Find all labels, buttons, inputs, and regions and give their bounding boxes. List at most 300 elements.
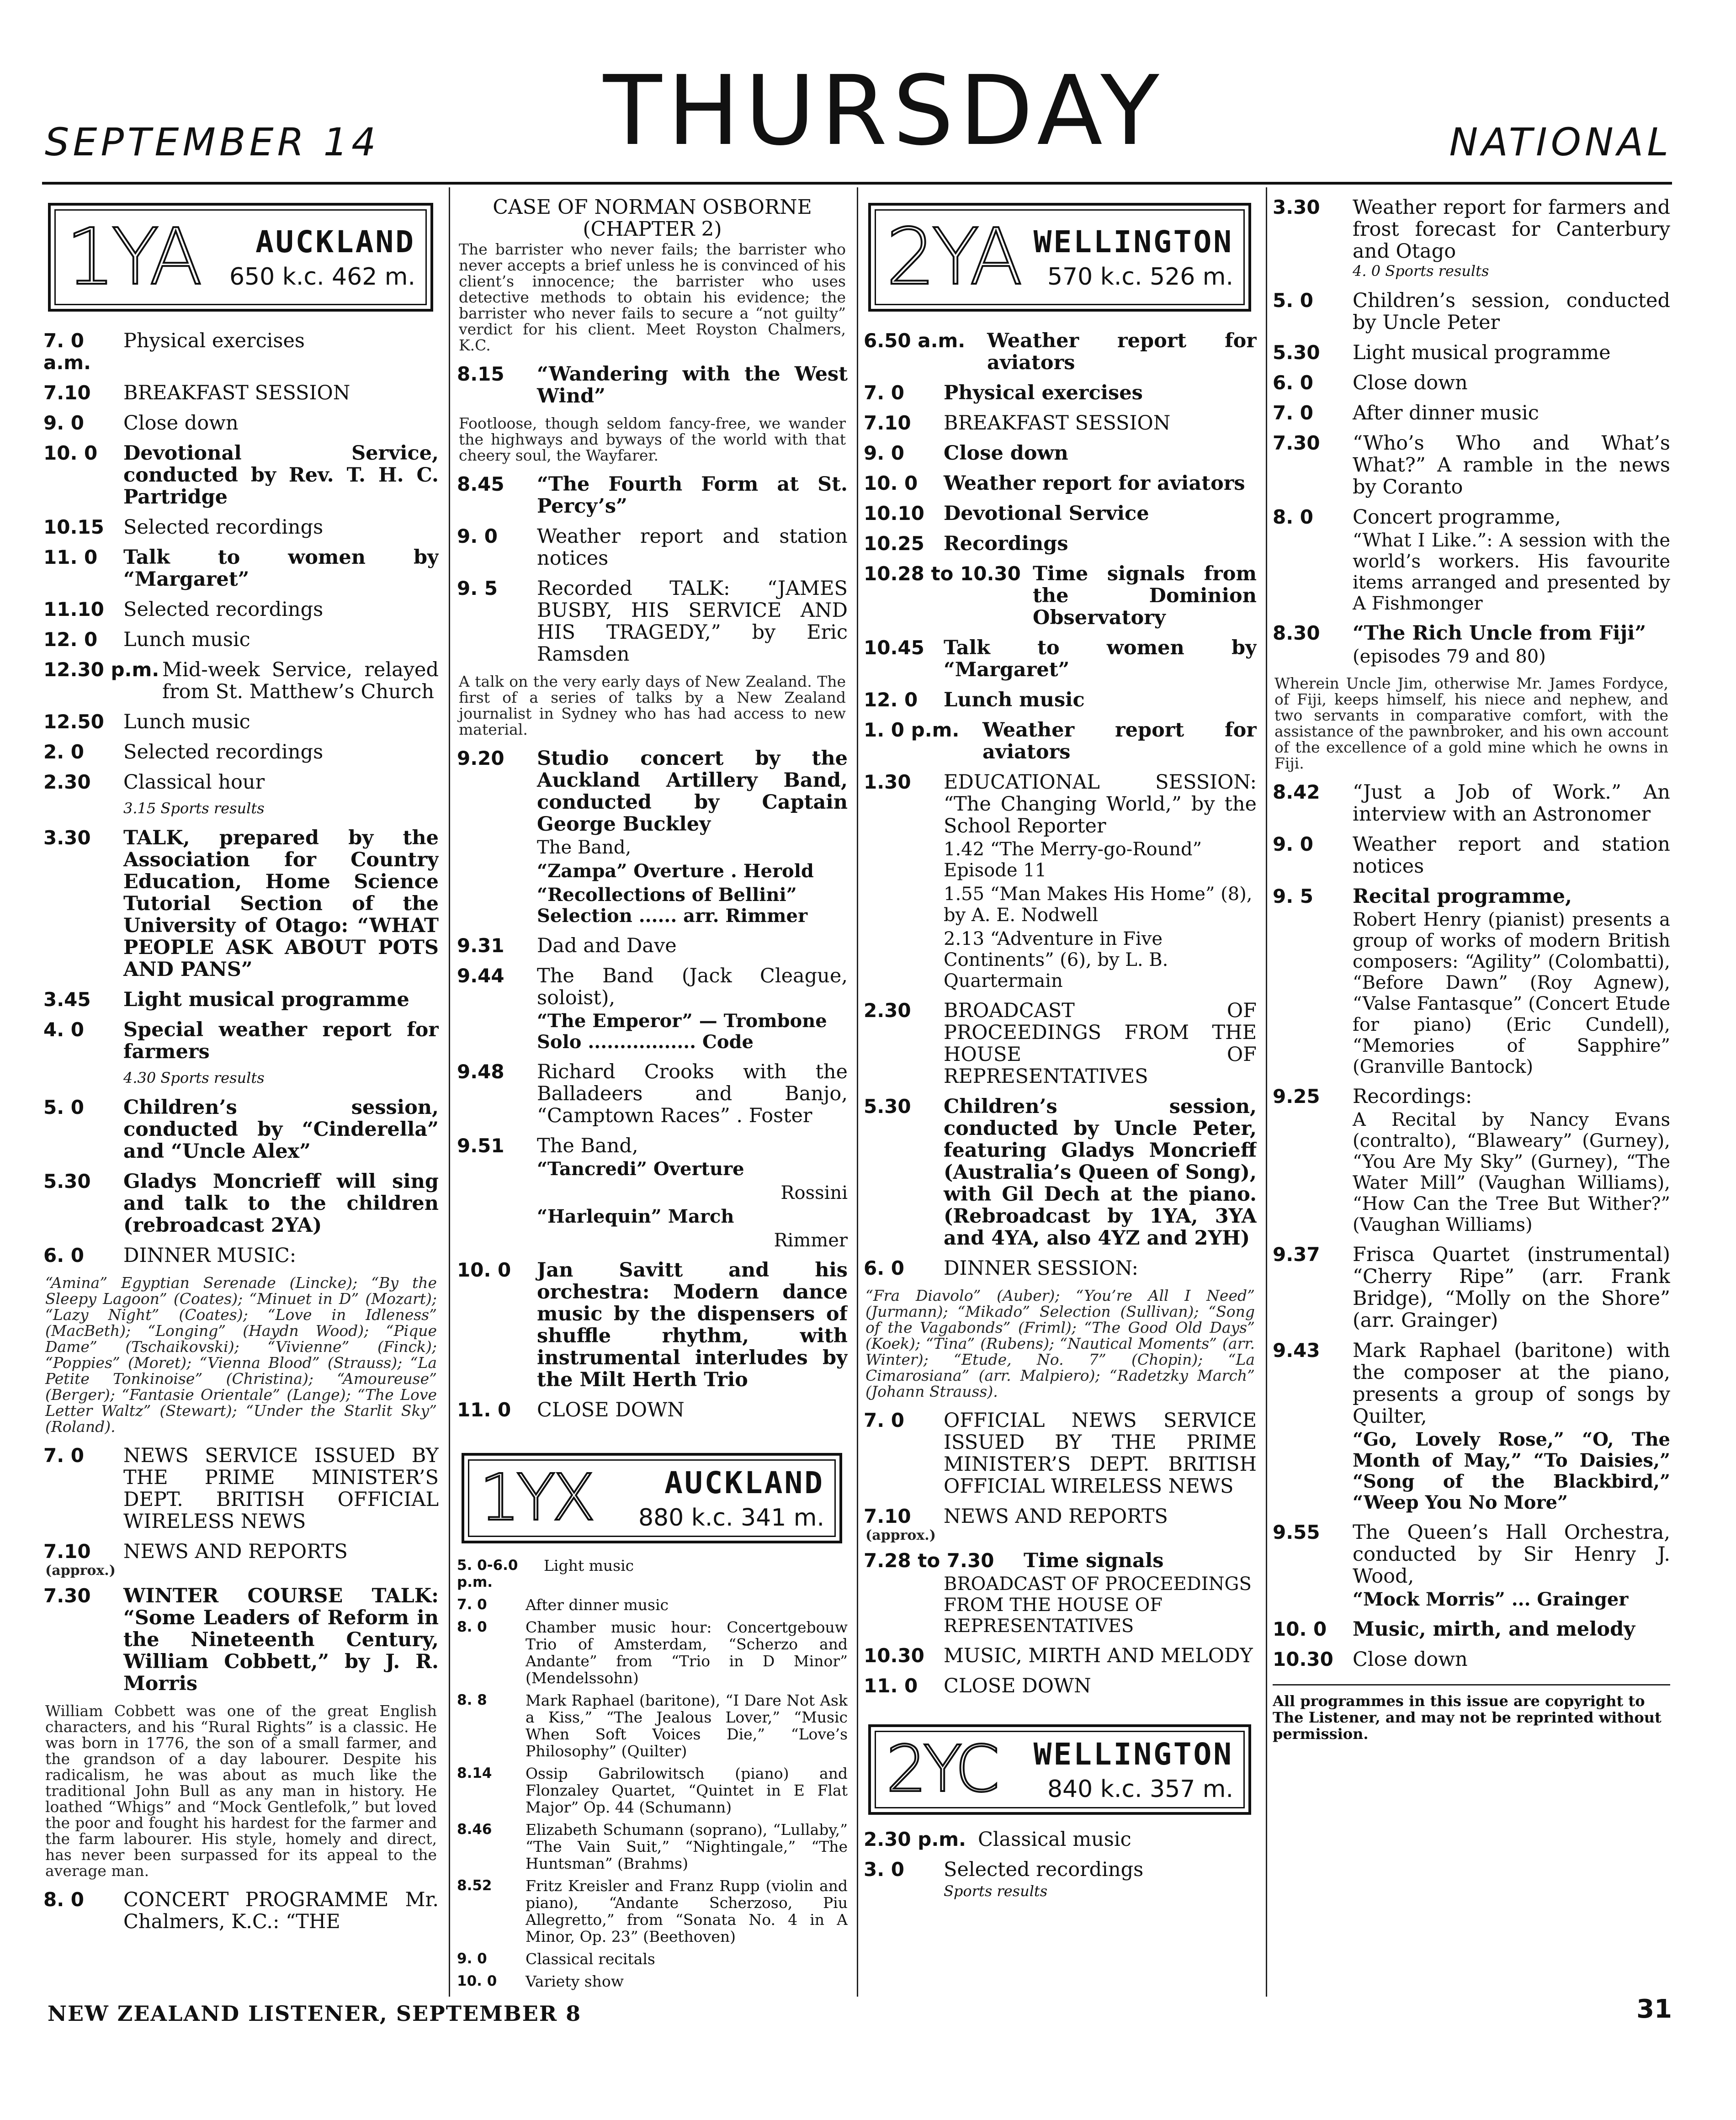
programme-note: “Fra Diavolo” (Auber); “You’re All I Need” (Jurmann); “Mikado” Selection (Sullivan); “Song of the Vagabonds” (Friml); “The Good Old Days” (Koek); “Tina” (Rubens); “Nautical Moments” (arr. Winter); “Etude, No. 7” (Chopin); “La Cimarosiana” (arr. Malpiero); “Radetzky March” (Johann Strauss). [865,1287,1255,1400]
station-callsign: 1YX [479,1461,592,1535]
entry-desc: Light music [544,1557,634,1574]
station-box-1yx [462,1453,842,1543]
entry-desc: Light musical programme [123,988,409,1011]
programme-entry [43,412,439,434]
programme-entry [1273,1340,1670,1427]
programme-entry [43,442,439,508]
programme-entry [864,771,1257,837]
programme-item: The Band, [537,837,632,858]
programme-entry [457,1821,848,1872]
entry-time: 9.20 [457,747,504,769]
entry-time: 10. 0 [1273,1618,1327,1640]
programme-entry [1273,196,1670,262]
entry-desc: Close down [123,412,239,435]
entry-desc: Light musical programme [1353,341,1611,364]
sports-results: 4. 0 Sports results [1353,262,1489,280]
entry-time: 7. 0 [43,1444,85,1467]
station-box-2ya [868,203,1251,312]
programme-item: BROADCAST OF PROCEEDINGS FROM THE HOUSE OF REPRESENTATIVES [944,1574,1252,1637]
programme-entry [43,1019,439,1063]
programme-entry [457,1061,848,1127]
entry-time: 9. 0 [457,1950,487,1967]
entry-desc: “Just a Job of Work.” An interview with an Astronomer [1353,781,1670,826]
station-callsign: 1YA [66,212,199,302]
programme-entry [457,525,848,569]
approx-note: (approx.) [45,1563,116,1579]
entry-desc: Physical exercises [123,329,305,352]
programme-entry [1273,506,1670,528]
programme-entry [457,1135,848,1157]
header-date: SEPTEMBER 14 [45,120,380,164]
column-1ya-cont [457,196,848,1992]
entry-time: 7.30 [43,1585,91,1607]
entry-time: 4. 0 [43,1018,85,1041]
entry-desc: Frisca Quartet (instrumental) “Cherry Ripe” (arr. Frank Bridge), “Molly on the Shore” (arr. Grainger) [1353,1243,1670,1332]
programme-entry [864,412,1257,434]
programme-entry [1273,1244,1670,1331]
entry-time: 11. 0 [457,1399,511,1421]
sports-results: Sports results [944,1882,1048,1900]
entry-time: 9. 0 [43,412,85,434]
station-city: AUCKLAND [664,1465,824,1500]
programme-entry [43,516,439,538]
entry-desc: Close down [1353,371,1468,394]
station-frequency: 570 k.c. 526 m. [1047,263,1233,291]
entry-desc: Close down [1353,1648,1468,1671]
entry-desc: Recital programme, [1353,885,1572,908]
header-day: THURSDAY [603,55,1165,167]
entry-time: 9. 5 [1273,885,1314,907]
entry-time: 8.15 [457,363,504,385]
programme-note: A talk on the very early days of New Zealand. The first of a series of talks by a New Zealand journalist in Sydney who has had access to new material. [459,673,846,738]
programme-entry [1273,622,1670,644]
entry-desc: Weather report for aviators [982,719,1257,763]
entry-time: 2.30 [864,999,911,1022]
entry-desc: Time signals from the Dominion Observatory [1033,562,1257,629]
station-city: WELLINGTON [1033,1736,1233,1772]
entry-desc: “The Fourth Form at St. Percy’s” [537,473,848,518]
entry-time: 8.46 [457,1821,492,1838]
column-1ya [43,196,439,1992]
entry-time: 9.25 [1273,1085,1320,1108]
page-number: 31 [1636,1994,1672,2024]
entry-time: 10.25 [864,532,924,555]
programme-entry [457,1950,848,1967]
entry-desc: BREAKFAST SESSION [123,382,350,404]
entry-time: 5. 0 [1273,289,1314,312]
entry-time: 9.43 [1273,1339,1320,1362]
entry-desc: Selected recordings [123,516,324,539]
entry-desc: Elizabeth Schumann (soprano), “Lullaby,” “The Vain Suit,” “Nightingale,” “The Huntsman” (Brahms) [526,1821,848,1872]
entry-desc: The Queen’s Hall Orchestra, conducted by Sir Henry J. Wood, [1353,1521,1670,1588]
programme-entry [864,637,1257,681]
entry-desc: BROADCAST OF PROCEEDINGS FROM THE HOUSE OF REPRESENTATIVES [944,999,1257,1088]
entry-desc: CLOSE DOWN [537,1399,685,1421]
entry-desc: After dinner music [1353,402,1539,424]
entry-desc: Devotional Service, conducted by Rev. T. H. C. Partridge [123,442,439,509]
entry-desc: Fritz Kreisler and Franz Rupp (violin and piano), “Andante Scherzoso, Piu Allegretto,” from “Sonata No. 4 in A Minor, Op. 23” (Beethoven) [526,1877,848,1945]
programme-entry [43,659,439,703]
programme-entry [864,563,1257,629]
entry-desc: NEWS AND REPORTS [944,1505,1168,1528]
programme-entry [43,1171,439,1236]
programme-note: “Amina” Egyptian Serenade (Lincke); “By the Sleepy Lagoon” (Coates); “Minuet in D” (Mozart); “Lazy Night” (Coates); “Love in Idleness” (MacBeth); “Longing” (Haydn Wood); “Pique Dame” (Tschaikovski); “Vivienne” (Finck); “Poppies” (Moret); “Vienna Blood” (Strauss); “La Petite Tonkinoise” (Christina); “Amoureuse” (Berger); “Fantasie Orientale” (Lange); “The Love Letter Waltz” (Stewart); “Under the Starlit Sky” (Roland). [45,1274,437,1436]
entry-desc: “Wandering with the West Wind” [537,363,848,408]
entry-desc: Classical hour [123,771,265,794]
programme-item: “Go, Lovely Rose,” “O, The Month of May,” “To Daisies,” “Song of the Blackbird,” “Weep You No More” [1353,1429,1670,1513]
programme-entry [457,935,848,957]
sports-results: 3.15 Sports results [123,800,265,817]
programme-entry [864,1550,1257,1572]
entry-time: 10. 0 [864,472,918,494]
entry-desc: BREAKFAST SESSION [944,412,1171,435]
entry-time: 9. 0 [864,442,905,464]
column-2ya [864,196,1257,1992]
entry-time: 8.52 [457,1877,492,1894]
programme-item: “Mock Morris” ... Grainger [1353,1589,1629,1610]
entry-desc: Studio concert by the Auckland Artillery Band, conducted by Captain George Buckley [537,747,848,836]
copyright-notice: All programmes in this issue are copyright to The Listener, and may not be reprinted without permission. [1273,1684,1670,1742]
entry-desc: After dinner music [526,1596,669,1614]
entry-time: 8. 0 [1273,506,1314,528]
entry-desc: Selected recordings [944,1858,1144,1881]
entry-time: 7. 0 a.m. [43,329,91,374]
continued-title: CASE OF NORMAN OSBORNE (CHAPTER 2) [493,196,812,241]
entry-desc: NEWS AND REPORTS [123,1540,348,1563]
programme-entry [457,747,848,835]
programme-composer: Rossini [780,1182,848,1203]
programme-item: A Recital by Nancy Evans (contralto), “Blaweary” (Gurney), “You Are My Sky” (Gurney), “The Water Mill” (Vaughan Williams), “How Can the Tree But Wither?” (Vaughan Williams) [1353,1109,1670,1235]
entry-desc: Close down [944,442,1068,465]
programme-entry [43,827,439,980]
programme-entry [457,1692,848,1760]
programme-item: “Harlequin” March [537,1206,734,1227]
programme-item: 2.13 “Adventure in Five Continents” (6), by L. B. Quartermain [944,928,1168,991]
entry-time: 7.30 [1273,432,1320,454]
entry-desc: Classical music [978,1828,1131,1851]
entry-desc: Lunch music [944,689,1085,711]
programme-entry [457,965,848,1009]
entry-desc: Chamber music hour: Concertgebouw Trio of Amsterdam, “Scherzo and Andante” from “Trio in D Minor” (Mendelssohn) [526,1618,848,1687]
programme-item: “Recollections of Bellini” Selection ...... arr. Rimmer [537,884,808,927]
entry-desc: Ossip Gabrilowitsch (piano) and Flonzaley Quartet, “Quintet in E Flat Major” Op. 44 (Schumann) [526,1765,848,1816]
programme-entry [1273,342,1670,364]
station-box-1ya [48,203,433,312]
programme-entry [864,533,1257,555]
programme-entry [1273,1648,1670,1670]
programme-entry [457,473,848,517]
entry-time: 10.30 [864,1644,924,1667]
entry-desc: Special weather report for farmers [123,1018,439,1063]
entry-desc: CONCERT PROGRAMME Mr. Chalmers, K.C.: “THE [123,1888,439,1933]
entry-desc: DINNER SESSION: [944,1257,1138,1280]
station-box-2yc [868,1724,1251,1815]
programme-entry [43,599,439,620]
entry-desc: Devotional Service [944,502,1149,525]
entry-desc: Weather report for farmers and frost forecast for Canterbury and Otago [1353,196,1670,263]
programme-entry [43,771,439,793]
entry-time: 8. 0 [43,1888,85,1911]
programme-entry [864,1096,1257,1249]
entry-desc: Gladys Moncrieff will sing and talk to the children (rebroadcast 2YA) [123,1170,439,1237]
programme-entry [864,1410,1257,1497]
entry-desc: NEWS SERVICE ISSUED BY THE PRIME MINISTER’S DEPT. BRITISH OFFICIAL WIRELESS NEWS [123,1444,439,1533]
footer-publication: NEW ZEALAND LISTENER, SEPTEMBER 8 [48,2001,582,2026]
entry-time: 9.37 [1273,1243,1320,1266]
entry-desc: WINTER COURSE TALK: “Some Leaders of Reform in the Nineteenth Century, William Cobbett,” by J. R. Morris [123,1585,439,1695]
entry-desc: Talk to women by “Margaret” [123,546,439,591]
entry-time: 6.50 a.m. [864,329,966,352]
programme-entry [1273,781,1670,825]
entry-desc: Recordings [944,532,1068,555]
programme-entry [864,503,1257,525]
programme-entry [1273,833,1670,877]
entry-desc: Selected recordings [123,598,324,621]
programme-entry [1273,372,1670,394]
programme-entry [1273,1618,1670,1640]
programme-entry [1273,402,1670,424]
programme-entry [457,1557,848,1591]
programme-entry [864,442,1257,464]
entry-desc: Recorded TALK: “JAMES BUSBY, HIS SERVICE AND HIS TRAGEDY,” by Eric Ramsden [537,577,848,666]
entry-time: 6. 0 [864,1257,905,1279]
entry-time: 9.31 [457,934,504,957]
entry-time: 9. 0 [457,525,498,547]
entry-time: 1. 0 p.m. [864,719,960,741]
programme-item: 1.55 “Man Makes His Home” (8), by A. E. Nodwell [944,884,1253,926]
entry-desc: Music, mirth, and melody [1353,1618,1635,1641]
programme-note: William Cobbett was one of the great English characters, and his “Rural Rights” is a classic. He was born in 1776, the son of a small farmer, and the grandson of a day labourer. Despite his radicalism, he was about as much like the traditional John Bull as any man in history. He loathed “Whigs” and “Mock Gentlefolk,” but loved the poor and fought his hardest for the farmer and the farm labourer. His style, homely and direct, has never been surpassed for its appeal to the average man. [45,1702,437,1880]
sports-results: 4.30 Sports results [123,1069,265,1086]
programme-entry [43,711,439,733]
entry-time: 10.10 [864,502,924,525]
entry-time: 11. 0 [43,546,98,568]
programme-entry [43,330,439,374]
programme-entry [43,1245,439,1267]
programme-entry [43,1585,439,1695]
entry-time: 9.44 [457,965,504,987]
entry-time: 12.50 [43,710,104,733]
entry-time: 12. 0 [864,689,918,711]
programme-entry [864,1000,1257,1087]
entry-time: 10.28 to 10.30 [864,562,1021,585]
entry-desc: “The Rich Uncle from Fiji” [1353,622,1646,645]
entry-time: 10. 0 [457,1973,497,1989]
entry-time: 11.10 [43,598,104,620]
entry-time: 1.30 [864,771,911,793]
entry-time: 8. 0 [457,1619,487,1635]
programme-item: “The Emperor” — Trombone Solo ................. Code [537,1010,827,1053]
entry-desc: OFFICIAL NEWS SERVICE ISSUED BY THE PRIME MINISTER’S DEPT. BRITISH OFFICIAL WIRELESS NEWS [944,1409,1257,1498]
programme-entry [43,546,439,590]
programme-entry [43,382,439,404]
station-frequency: 840 k.c. 357 m. [1047,1775,1233,1803]
programme-entry [864,1645,1257,1667]
column-divider [1266,187,1267,1997]
entry-time: 5.30 [43,1170,91,1192]
programme-item: (episodes 79 and 80) [1353,646,1546,667]
programme-entry [43,1445,439,1532]
entry-time: 7. 0 [1273,402,1314,424]
entry-time: 5. 0 [43,1096,85,1118]
entry-time: 10. 0 [43,442,98,464]
entry-time: 9. 0 [1273,833,1314,855]
entry-time: 12. 0 [43,628,98,651]
entry-time: 12.30 p.m. [43,658,159,681]
programme-note: Wherein Uncle Jim, otherwise Mr. James Fordyce, of Fiji, keeps himself, his niece and nephew, and two servants in comparative comfort, with the assistance of the pawnbroker, and his own account of the excellence of a gold mine which he owns in Fiji. [1274,674,1668,772]
station-city: AUCKLAND [255,224,415,260]
entry-time: 7.10 [43,1540,91,1563]
entry-time: 2.30 [43,771,91,793]
entry-desc: Mid-week Service, relayed from St. Matthew’s Church [162,658,439,703]
entry-time: 7.10 [864,412,911,434]
entry-desc: EDUCATIONAL SESSION: “The Changing World,” by the School Reporter [944,771,1257,837]
programme-entry [457,1973,848,1990]
programme-entry [457,1765,848,1816]
entry-time: 9.51 [457,1134,504,1157]
programme-entry [864,1257,1257,1279]
station-callsign: 2YC [886,1732,996,1807]
programme-item: “What I Like.”: A session with the world’s workers. His favourite items arranged and presented by A Fishmonger [1353,530,1670,614]
entry-desc: Weather report and station notices [1353,833,1670,878]
entry-time: 9.55 [1273,1521,1320,1543]
programme-entry [457,1596,848,1613]
programme-entry [457,363,848,407]
entry-time: 5.30 [1273,341,1320,364]
programme-entry [864,382,1257,404]
programme-entry [864,1859,1257,1881]
entry-time: 7.10 [864,1505,911,1527]
station-callsign: 2YA [886,212,1019,302]
programme-entry [864,1828,1257,1850]
entry-desc: Concert programme, [1353,506,1561,529]
entry-desc: Children’s session, conducted by “Cinderella” and “Uncle Alex” [123,1096,439,1163]
programme-entry [43,741,439,763]
programme-entry [864,1505,1257,1527]
entry-time: 7. 0 [864,1409,905,1431]
entry-time: 10.45 [864,636,924,659]
entry-time: 5.30 [864,1095,911,1118]
entry-desc: DINNER MUSIC: [123,1244,297,1267]
entry-time: 2.30 p.m. [864,1828,966,1850]
entry-time: 10.15 [43,516,104,538]
entry-desc: TALK, prepared by the Association for Country Education, Home Science Tutorial Section of the University of Otago: “WHAT PEOPLE ASK ABOUT POTS AND PANS” [123,827,439,981]
programme-entry [864,472,1257,494]
header-rule [42,182,1672,185]
programme-entry [457,1259,848,1391]
programme-entry [864,719,1257,763]
programme-entry [864,330,1257,374]
entry-time: 8. 8 [457,1692,487,1708]
entry-time: 8.45 [457,473,504,495]
entry-time: 9. 5 [457,577,498,599]
entry-desc: Dad and Dave [537,934,677,957]
programme-item: “Zampa” Overture . Herold [537,860,814,882]
entry-desc: Talk to women by “Margaret” [944,636,1257,681]
entry-time: 3.30 [1273,196,1320,218]
column-divider [857,187,858,1997]
entry-time: 5. 0-6.0 p.m. [457,1557,518,1590]
entry-time: 9.48 [457,1060,504,1083]
programme-entry [1273,1086,1670,1108]
programme-item: Robert Henry (pianist) presents a group of works of modern British composers: “Agility” (Colombatti), “Before Dawn” (Roy Agnew), “Valse Fantasque” (Concert Etude for piano) (Eric Cundell), “Memories of Sapphire” (Granville Bantock) [1353,909,1670,1077]
entry-desc: Recordings: [1353,1085,1472,1108]
entry-time: 2. 0 [43,741,85,763]
programme-note: Footloose, though seldom fancy-free, we wander the highways and byways of the world with that cheery soul, the Wayfarer. [459,414,846,464]
programme-entry [457,1399,848,1421]
programme-entry [1273,885,1670,907]
entry-time: 8.30 [1273,622,1320,644]
station-frequency: 650 k.c. 462 m. [229,263,415,291]
entry-time: 3.30 [43,827,91,849]
entry-time: 6. 0 [43,1244,85,1267]
programme-entry [43,1541,439,1563]
column-2ya-cont [1273,196,1670,1992]
entry-desc: The Band (Jack Cleague, soloist), [537,965,848,1009]
entry-desc: Children’s session, conducted by Uncle Peter [1353,289,1670,334]
entry-time: 10. 0 [457,1259,511,1281]
entry-desc: CLOSE DOWN [944,1675,1091,1697]
entry-desc: Selected recordings [123,741,324,763]
entry-desc: Mark Raphael (baritone), “I Dare Not Ask a Kiss,” “The Jealous Lover,” “Music When Soft Voices Die,” “Love’s Philosophy” (Quilter) [526,1691,848,1760]
entry-time: 3.45 [43,988,91,1011]
programme-composer: Rimmer [774,1230,848,1251]
entry-desc: Variety show [526,1972,624,1990]
programme-entry [43,989,439,1011]
programme-entry [1273,432,1670,498]
programme-entry [457,578,848,665]
programme-entry [43,629,439,651]
approx-note: (approx.) [865,1527,936,1543]
entry-desc: Time signals [1024,1549,1164,1572]
programme-note: The barrister who never fails; the barrister who never accepts a brief unless he is convinced of his client’s innocence; the barrister who uses detective methods to obtain his evidence; the barrister who never fails to secure a “not guilty” verdict for his client. Meet Royston Chalmers, K.C. [459,240,846,354]
entry-time: 10.30 [1273,1648,1333,1670]
entry-time: 8.14 [457,1765,492,1781]
entry-time: 7.28 to 7.30 [864,1549,994,1572]
entry-desc: Lunch music [123,628,250,651]
entry-desc: Lunch music [123,710,250,733]
entry-desc: Weather report and station notices [537,525,848,570]
entry-time: 7.10 [43,382,91,404]
entry-desc: Classical recitals [526,1950,655,1968]
station-city: WELLINGTON [1033,224,1233,260]
programme-entry [457,1619,848,1686]
programme-entry [43,1889,439,1933]
entry-desc: The Band, [537,1134,638,1157]
programme-entry [864,1675,1257,1697]
entry-desc: Physical exercises [944,382,1143,404]
entry-time: 11. 0 [864,1675,918,1697]
programme-item: “Tancredi” Overture [537,1158,744,1180]
entry-desc: Weather report for aviators [944,472,1245,495]
entry-desc: MUSIC, MIRTH AND MELODY [944,1644,1253,1667]
entry-desc: Mark Raphael (baritone) with the composer at the piano, presents a group of songs by Quilter, [1353,1339,1670,1428]
station-frequency: 880 k.c. 341 m. [638,1504,824,1532]
entry-time: 7. 0 [457,1596,487,1613]
column-divider [449,187,450,1997]
programme-entry [43,1097,439,1162]
entry-time: 3. 0 [864,1858,905,1881]
programme-entry [1273,1521,1670,1587]
entry-desc: Jan Savitt and his orchestra: Modern dance music by the dispensers of shuffle rhythm, with instrumental interludes by the Milt Herth Trio [537,1259,848,1391]
entry-time: 7. 0 [864,382,905,404]
entry-desc: Children’s session, conducted by Uncle Peter, featuring Gladys Moncrieff (Australia’s Queen of Song), with Gil Dech at the piano. (Rebroadcast by 1YA, 3YA and 4YA, also 4YZ and 2YH) [944,1095,1257,1250]
entry-desc: Richard Crooks with the Balladeers and Banjo, “Camptown Races” . Foster [537,1060,848,1127]
entry-time: 8.42 [1273,781,1320,803]
programme-entry [1273,290,1670,334]
header-network: NATIONAL [1449,120,1672,164]
programme-item: 1.42 “The Merry-go-Round” Episode 11 [944,839,1202,881]
